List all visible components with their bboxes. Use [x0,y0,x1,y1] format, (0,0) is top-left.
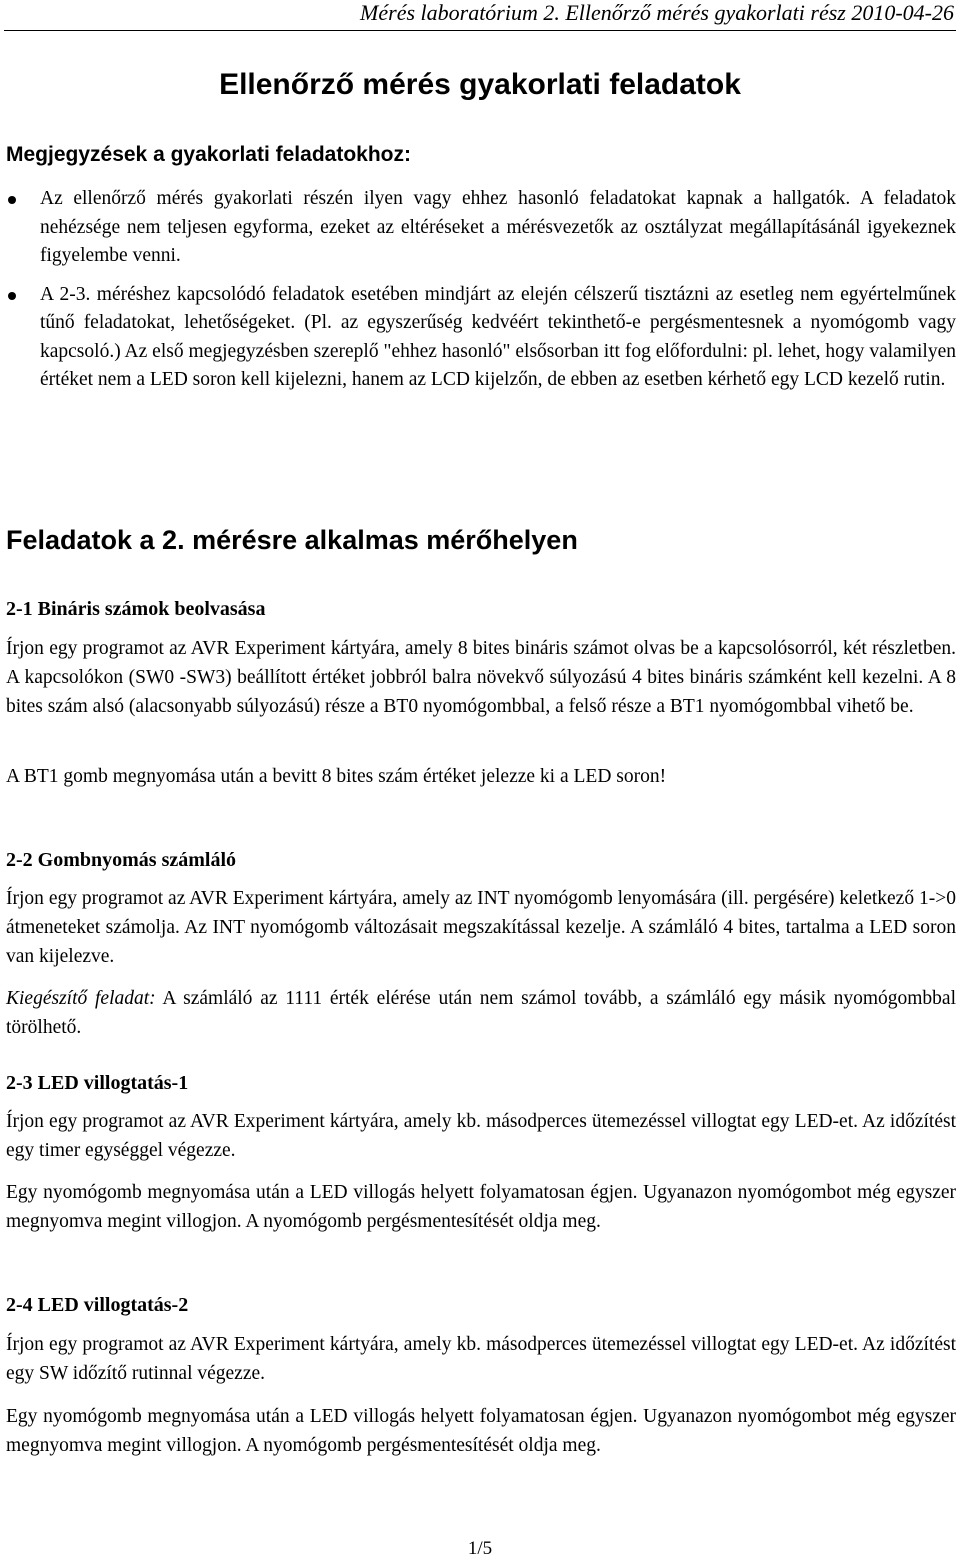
task-paragraph: A BT1 gomb megnyomása után a bevitt 8 bites szám értéket jelezze ki a LED soron! [6,766,667,787]
extra-task-text: A számláló az 1111 érték elérése után nem számol tovább, a számláló egy másik nyomógombbal törölhető. [6,988,956,1038]
note-item [0,185,960,271]
extra-task-label: Kiegészítő feladat: [6,988,156,1009]
note-text: A 2-3. méréshez kapcsolódó feladatok esetében mindjárt az elején célszerű tisztázni az esetleg nem egyértelműnek tűnő feladatokat, lehetőségeket. (Pl. az egyszerűség kedvéért tekinthető-e pergésmentesnek a nyomógomb vagy kapcsoló.) Az első megjegyzésben szereplő "ehhez hasonló" elsősorban itt fog előfordulni: pl. lehet, hogy valamilyen értéket nem a LED soron kell kijelezni, hanem az LCD kijelzőn, de ebben az esetben kérhető egy LCD kezelő rutin. [40,283,956,390]
task-title: 2-1 Bináris számok beolvasása [6,598,266,620]
note-text: Az ellenőrző mérés gyakorlati részén ilyen vagy ehhez hasonló feladatokat kapnak a hallgatók. A feladatok nehézsége nem teljesen egyforma, ezeket az eltéréseket a mérésvezetők az osztályzat megállapításánál igyekeznek figyelembe venni. [40,188,956,266]
page-number: 1/5 [467,1538,493,1559]
page-header: Mérés laboratórium 2. Ellenőrző mérés gyakorlati rész 2010-04-26 [360,0,954,25]
task-title: 2-3 LED villogtatás-1 [6,1072,189,1094]
notes-heading: Megjegyzések a gyakorlati feladatokhoz: [6,143,411,166]
task-paragraph: Írjon egy programot az AVR Experiment kártyára, amely 8 bites bináris számot olvas be a kapcsolósorról, két részletben. A kapcsolókon (SW0 -SW3) beállított értéket jobbról balra növekvő súlyozású 4 bites bináris számként kell kezelni. A 8 bites szám alsó (alacsonyabb súlyozású) része a BT0 nyomógombbal, a felső része a BT1 nyomógombbal vihető be. [6,638,956,717]
task-title: 2-4 LED villogtatás-2 [6,1294,189,1316]
task-paragraph: Egy nyomógomb megnyomása után a LED villogás helyett folyamatosan égjen. Ugyanazon nyomógombot még egyszer megnyomva megint villogjon. A nyomógomb pergésmentesítését oldja meg. [6,1406,956,1456]
header-rule [4,30,956,31]
task-paragraph: Írjon egy programot az AVR Experiment kártyára, amely kb. másodperces ütemezéssel villogtat egy LED-et. Az időzítést egy timer egységgel végezze. [6,1111,956,1161]
task-extra-paragraph [6,984,956,1042]
task-paragraph: Egy nyomógomb megnyomása után a LED villogás helyett folyamatosan égjen. Ugyanazon nyomógombot még egyszer megnyomva megint villogjon. A nyomógomb pergésmentesítését oldja meg. [6,1182,956,1232]
task-paragraph: Írjon egy programot az AVR Experiment kártyára, amely az INT nyomógomb lenyomására (ill. pergésére) keletkező 1->0 átmeneteket számolja. Az INT nyomógomb változásait megszakítással kezelje. A számláló 4 bites, tartalma a LED soron van kijelezve. [6,888,956,967]
bullet-icon [8,196,16,204]
note-item [0,281,960,395]
notes-list [0,185,960,405]
bullet-icon [8,292,16,300]
task-paragraph: Írjon egy programot az AVR Experiment kártyára, amely kb. másodperces ütemezéssel villogtat egy LED-et. Az időzítést egy SW időzítő rutinnal végezze. [6,1334,956,1384]
section-heading: Feladatok a 2. mérésre alkalmas mérőhelyen [6,525,578,555]
document-title: Ellenőrző mérés gyakorlati feladatok [219,68,741,101]
task-title: 2-2 Gombnyomás számláló [6,849,236,871]
